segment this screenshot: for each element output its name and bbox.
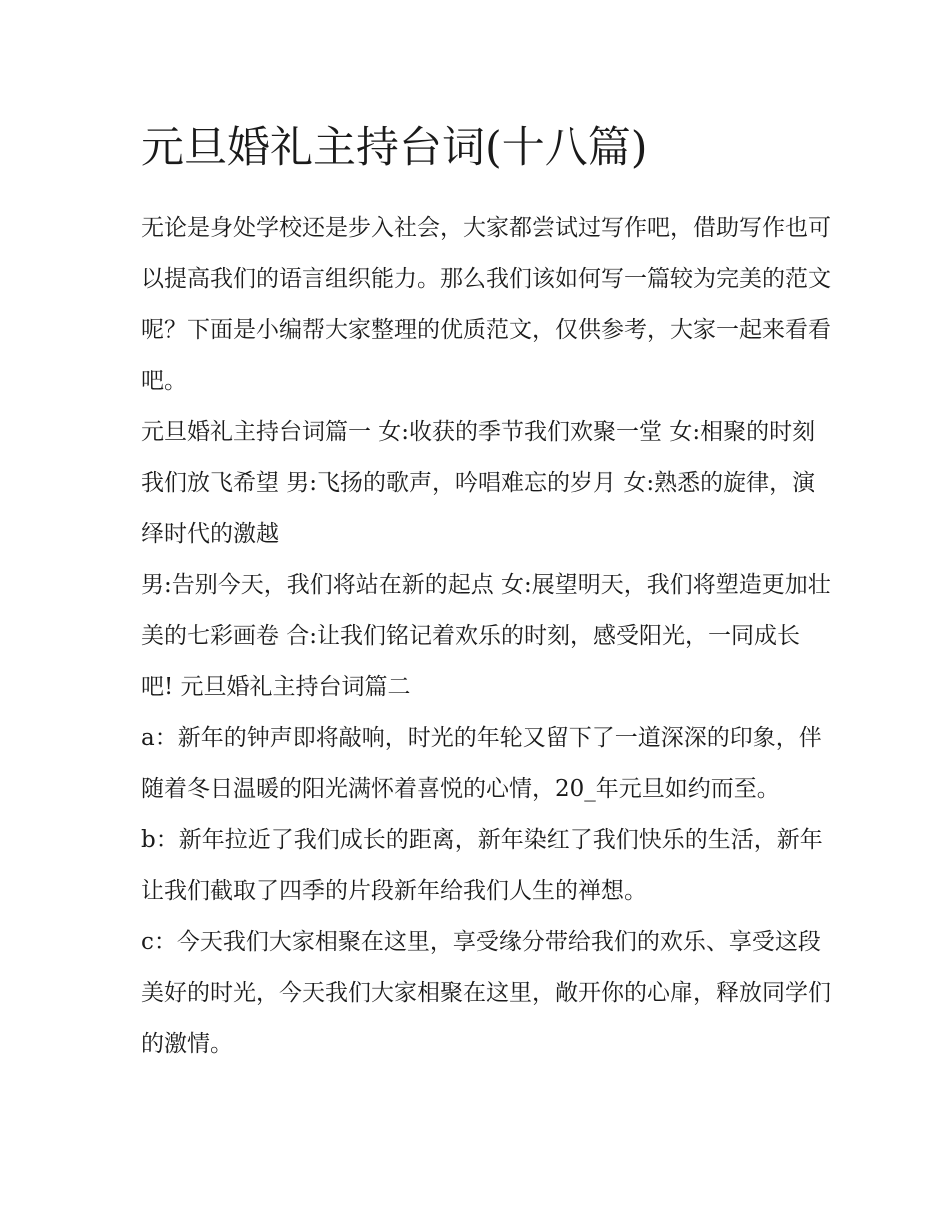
paragraph-4: b：新年拉近了我们成长的距离，新年染红了我们快乐的生活，新年让我们截取了四季的片段新年给我们人生的禅想。: [141, 827, 823, 904]
paragraph-2: 男:告别今天，我们将站在新的起点 女:展望明天，我们将塑造更加壮美的七彩画卷 合:让我们铭记着欢乐的时刻，感受阳光，一同成长吧! 元旦婚礼主持台词篇二: [141, 572, 831, 700]
document-title: 元旦婚礼主持台词(十八篇): [141, 123, 648, 173]
paragraph-1: 元旦婚礼主持台词篇一 女:收获的季节我们欢聚一堂 女:相聚的时刻我们放飞希望 男:飞扬的歌声，吟唱难忘的岁月 女:熟悉的旋律，演绎时代的激越: [141, 419, 816, 547]
paragraph-5: c：今天我们大家相聚在这里，享受缘分带给我们的欢乐、享受这段美好的时光，今天我们大家相聚在这里，敞开你的心扉，释放同学们的激情。: [141, 929, 831, 1057]
paragraph-3: a：新年的钟声即将敲响，时光的年轮又留下了一道深深的印象，伴随着冬日温暖的阳光满怀着喜悦的心情，20_年元旦如约而至。: [141, 725, 822, 802]
document-body: [141, 203, 831, 1070]
paragraph-intro: 无论是身处学校还是步入社会，大家都尝试过写作吧，借助写作也可以提高我们的语言组织能力。那么我们该如何写一篇较为完美的范文呢？下面是小编帮大家整理的优质范文，仅供参考，大家一起来看看吧。: [141, 215, 831, 394]
